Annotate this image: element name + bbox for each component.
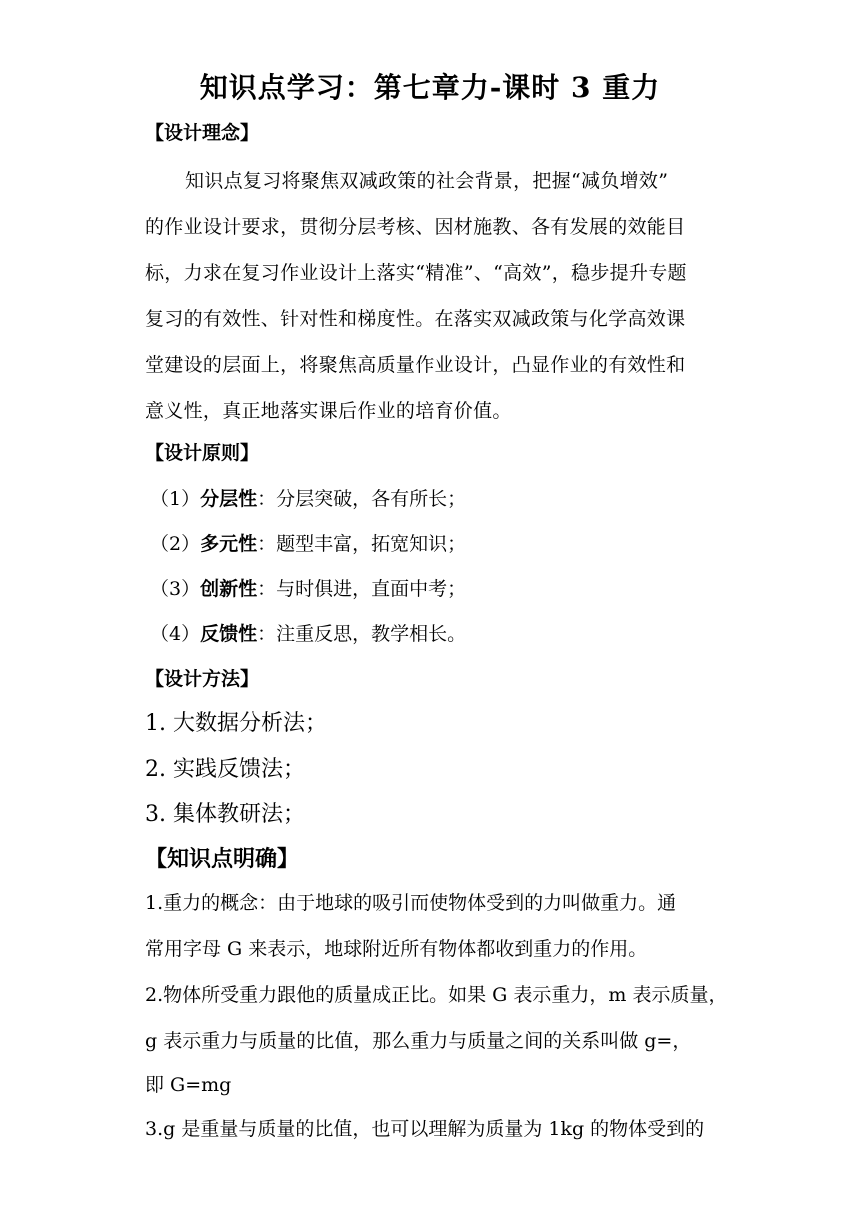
- concept-line: 知识点复习将聚焦双减政策的社会背景，把握“减负增效”: [185, 170, 669, 192]
- section-heading-concept: 【设计理念】: [145, 122, 260, 144]
- knowledge-line: 常用字母 G 来表示，地球附近所有物体都收到重力的作用。: [145, 938, 648, 960]
- method-item: 2. 实践反馈法；: [145, 757, 305, 782]
- knowledge-line: 3.g 是重量与质量的比值，也可以理解为质量为 1kg 的物体受到的: [145, 1118, 705, 1140]
- section-heading-knowledge: 【知识点明确】: [145, 847, 300, 872]
- principle-text: ：题型丰富，拓宽知识；: [257, 533, 467, 555]
- method-item: 1. 大数据分析法；: [145, 711, 327, 736]
- principle-number: （3）: [150, 578, 201, 600]
- principle-number: （4）: [150, 623, 201, 645]
- concept-line: 的作业设计要求，贯彻分层考核、因材施教、各有发展的效能目: [145, 216, 686, 238]
- principle-item: [150, 484, 466, 511]
- principle-item: [150, 574, 466, 601]
- knowledge-line: 1.重力的概念：由于地球的吸引而使物体受到的力叫做重力。通: [145, 892, 677, 914]
- principle-number: （2）: [150, 533, 201, 555]
- concept-line: 标，力求在复习作业设计上落实“精准”、“高效”，稳步提升专题: [145, 262, 687, 284]
- principle-key: 多元性: [200, 533, 258, 555]
- principle-item: [150, 529, 466, 556]
- knowledge-line: 2.物体所受重力跟他的质量成正比。如果 G 表示重力，m 表示质量，: [145, 984, 728, 1006]
- principle-key: 分层性: [200, 488, 258, 510]
- method-item: 3. 集体教研法；: [145, 802, 305, 827]
- principle-item: [150, 619, 466, 646]
- knowledge-line: g 表示重力与质量的比值，那么重力与质量之间的关系叫做 g=，: [145, 1030, 692, 1052]
- concept-line: 复习的有效性、针对性和梯度性。在落实双减政策与化学高效课: [145, 308, 686, 330]
- section-heading-methods: 【设计方法】: [145, 668, 260, 690]
- principle-key: 反馈性: [200, 623, 258, 645]
- concept-line: 堂建设的层面上，将聚焦高质量作业设计，凸显作业的有效性和: [145, 354, 686, 376]
- principle-text: ：与时俱进，直面中考；: [257, 578, 467, 600]
- concept-line: 意义性，真正地落实课后作业的培育价值。: [145, 400, 512, 422]
- principle-number: （1）: [150, 488, 201, 510]
- section-heading-principles: 【设计原则】: [145, 442, 260, 464]
- knowledge-line: 即 G=mg: [145, 1074, 232, 1096]
- principle-text: ：分层突破，各有所长；: [257, 488, 467, 510]
- principle-text: ：注重反思，教学相长。: [257, 623, 467, 645]
- principle-key: 创新性: [200, 578, 258, 600]
- page-title: 知识点学习：第七章力-课时 3 重力: [199, 71, 661, 104]
